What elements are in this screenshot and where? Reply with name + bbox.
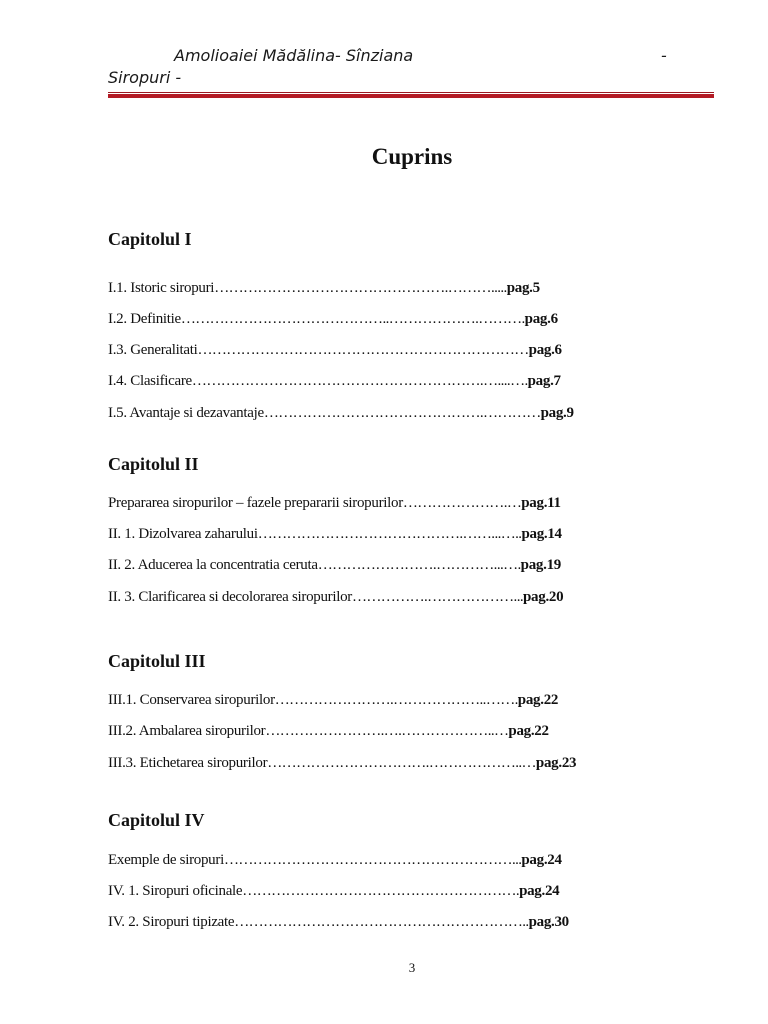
toc-entry-label: II. 2. Aducerea la concentratia ceruta [108,557,318,573]
toc-entry [108,692,558,709]
toc-entry [108,852,562,869]
toc-entry-dots: …………………………………………………….…....…. [191,373,528,389]
toc-entry-dots: ……………………………………….………… [263,405,541,421]
toc-entry-label: I.3. Generalitati [108,342,198,358]
toc-entry-label: III.3. Etichetarea siropurilor [108,755,268,771]
toc-entry-dots: …………………….…………...…. [317,557,521,573]
toc-entry [108,342,562,359]
toc-entry-dots: ………………….… [402,495,522,511]
toc-entry [108,405,574,422]
toc-entry [108,883,559,900]
toc-entry-dots: …………………….….………………..… [265,723,509,739]
toc-entry-dots: …………….………………... [352,589,524,605]
header-subject: Siropuri - [108,68,182,87]
chapter-heading: Capitolul III [108,651,206,671]
toc-entry-page: pag.5 [506,280,540,296]
toc-entry-page: pag.23 [535,755,577,771]
toc-entry [108,280,540,297]
toc-entry-label: II. 1. Dizolvarea zaharului [108,526,258,542]
toc-entry-dots: …………………………………………………. [242,883,520,899]
toc-entry-label: III.1. Conservarea siropurilor [108,692,275,708]
toc-entry-dots: …………………………………………………………… [197,342,529,358]
toc-entry-page: pag.24 [521,852,562,868]
toc-entry-dots: ………………………………………….………..... [214,280,507,296]
toc-entry-label: Prepararea siropurilor – fazele prepararii siropurilor [108,495,403,511]
toc-entry-label: I.5. Avantaje si dezavantaje [108,405,264,421]
toc-entry-dots: …………………………….………………..… [267,755,536,771]
toc-entry-label: I.4. Clasificare [108,373,192,389]
header-author: Amolioaiei Mădălina- Sînziana [174,46,414,65]
toc-entry-page: pag.22 [517,692,559,708]
header-rule-thick [108,94,714,98]
page-title: Cuprins [371,144,453,169]
toc-entry [108,495,561,512]
toc-entry-page: pag.14 [521,526,562,542]
header-rule-thin [108,92,714,93]
toc-entry [108,914,569,931]
toc-entry-page: pag.6 [524,311,558,327]
toc-entry-label: I.2. Definitie [108,311,181,327]
toc-entry-page: pag.22 [508,723,549,739]
chapter-heading: Capitolul IV [108,810,205,830]
toc-entry [108,557,561,574]
chapter-heading: Capitolul II [108,454,199,474]
toc-entry-page: pag.20 [523,589,564,605]
toc-entry-page: pag.30 [528,914,569,930]
toc-entry-label: III.2. Ambalarea siropurilor [108,723,266,739]
toc-entry [108,311,558,328]
toc-entry [108,723,549,740]
toc-entry-page: pag.7 [527,373,561,389]
page-number: 3 [408,960,416,975]
toc-entry-page: pag.24 [519,883,560,899]
chapter-heading: Capitolul I [108,229,192,249]
toc-entry-page: pag.9 [540,405,574,421]
toc-entry [108,755,576,772]
toc-entry-label: IV. 1. Siropuri oficinale [108,883,243,899]
header-dash: - [661,46,667,65]
toc-entry [108,373,561,390]
toc-entry-dots: …………………….………………..……. [274,692,518,708]
toc-entry-label: II. 3. Clarificarea si decolorarea siropurilor [108,589,352,605]
toc-entry [108,589,563,606]
toc-entry-dots: …………………………………….……...….. [257,526,522,542]
toc-entry-page: pag.19 [520,557,561,573]
toc-entry-label: IV. 2. Siropuri tipizate [108,914,235,930]
toc-entry-label: Exemple de siropuri [108,852,224,868]
toc-entry-label: I.1. Istoric siropuri [108,280,215,296]
toc-entry-dots: …………………………………………………….. [234,914,529,930]
toc-entry-dots: ……………………………………..……………….………. [180,311,525,327]
toc-entry-dots: ……………………………………………………... [223,852,522,868]
toc-entry-page: pag.11 [521,495,561,511]
toc-entry-page: pag.6 [528,342,562,358]
toc-entry [108,526,562,543]
